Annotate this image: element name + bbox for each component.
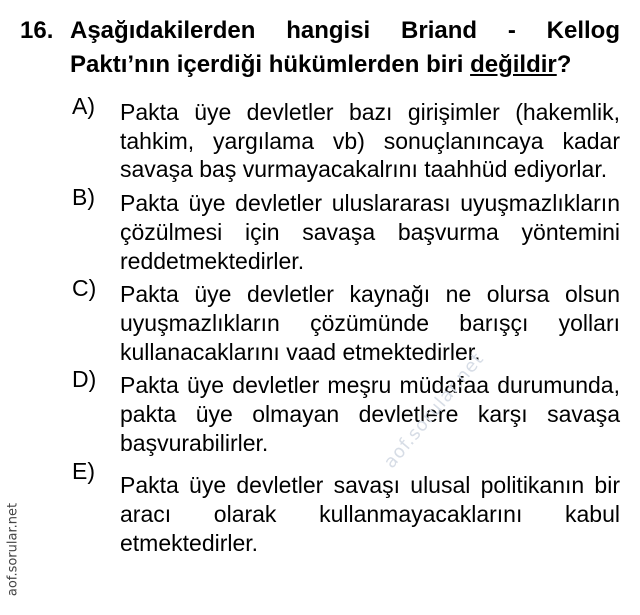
question-number: 16. <box>20 17 54 44</box>
side-watermark: aof.sorular.net <box>5 502 21 597</box>
option-c[interactable] <box>72 275 620 366</box>
question-header <box>20 14 620 82</box>
option-d-letter: D) <box>72 366 97 393</box>
option-e-text: Pakta üye devletler savaşı ulusal politikanın bir aracı olarak kullanmayacaklarını kabul etmektedirler. <box>120 472 620 556</box>
question-text-main: Aşağıdakilerden hangisi Briand - Kellog Paktı’nın içerdiği hükümlerden biri <box>70 17 620 78</box>
option-e-letter: E) <box>72 458 95 485</box>
option-b-letter: B) <box>72 184 95 211</box>
option-c-letter: C) <box>72 275 97 302</box>
option-c-text: Pakta üye devletler kaynağı ne olursa olsun uyuşmazlıkların çözümünde barışçı yolları kullanacaklarını vaad etmektedirler. <box>120 281 620 365</box>
question-text-end: ? <box>556 51 572 78</box>
option-b-text: Pakta üye devletler uluslararası uyuşmazlıkların çözülmesi için savaşa başvurma yöntemini reddetmektedirler. <box>120 190 620 274</box>
question-text <box>70 14 620 82</box>
option-a-letter: A) <box>72 93 95 119</box>
diagonal-watermark: aof.sorular.net <box>379 348 489 473</box>
option-a-text: Pakta üye devletler bazı girişimler (hakemlik, tahkim, yargılama vb) sonuçlanıncaya kadar savaşa baş vurmayacakalrını taahhüd ediyorlar. <box>120 99 620 183</box>
option-b[interactable] <box>72 184 620 275</box>
question <box>20 14 620 82</box>
option-d-text: Pakta üye devletler meşru müdafaa durumunda, pakta üye olmayan devletlere karşı savaşa başvurabilirler. <box>120 372 620 456</box>
option-a[interactable] <box>72 93 620 184</box>
question-text-underlined: değildir <box>470 51 557 78</box>
answer-options <box>72 93 620 563</box>
option-d[interactable] <box>72 366 620 457</box>
option-e[interactable] <box>72 458 620 557</box>
